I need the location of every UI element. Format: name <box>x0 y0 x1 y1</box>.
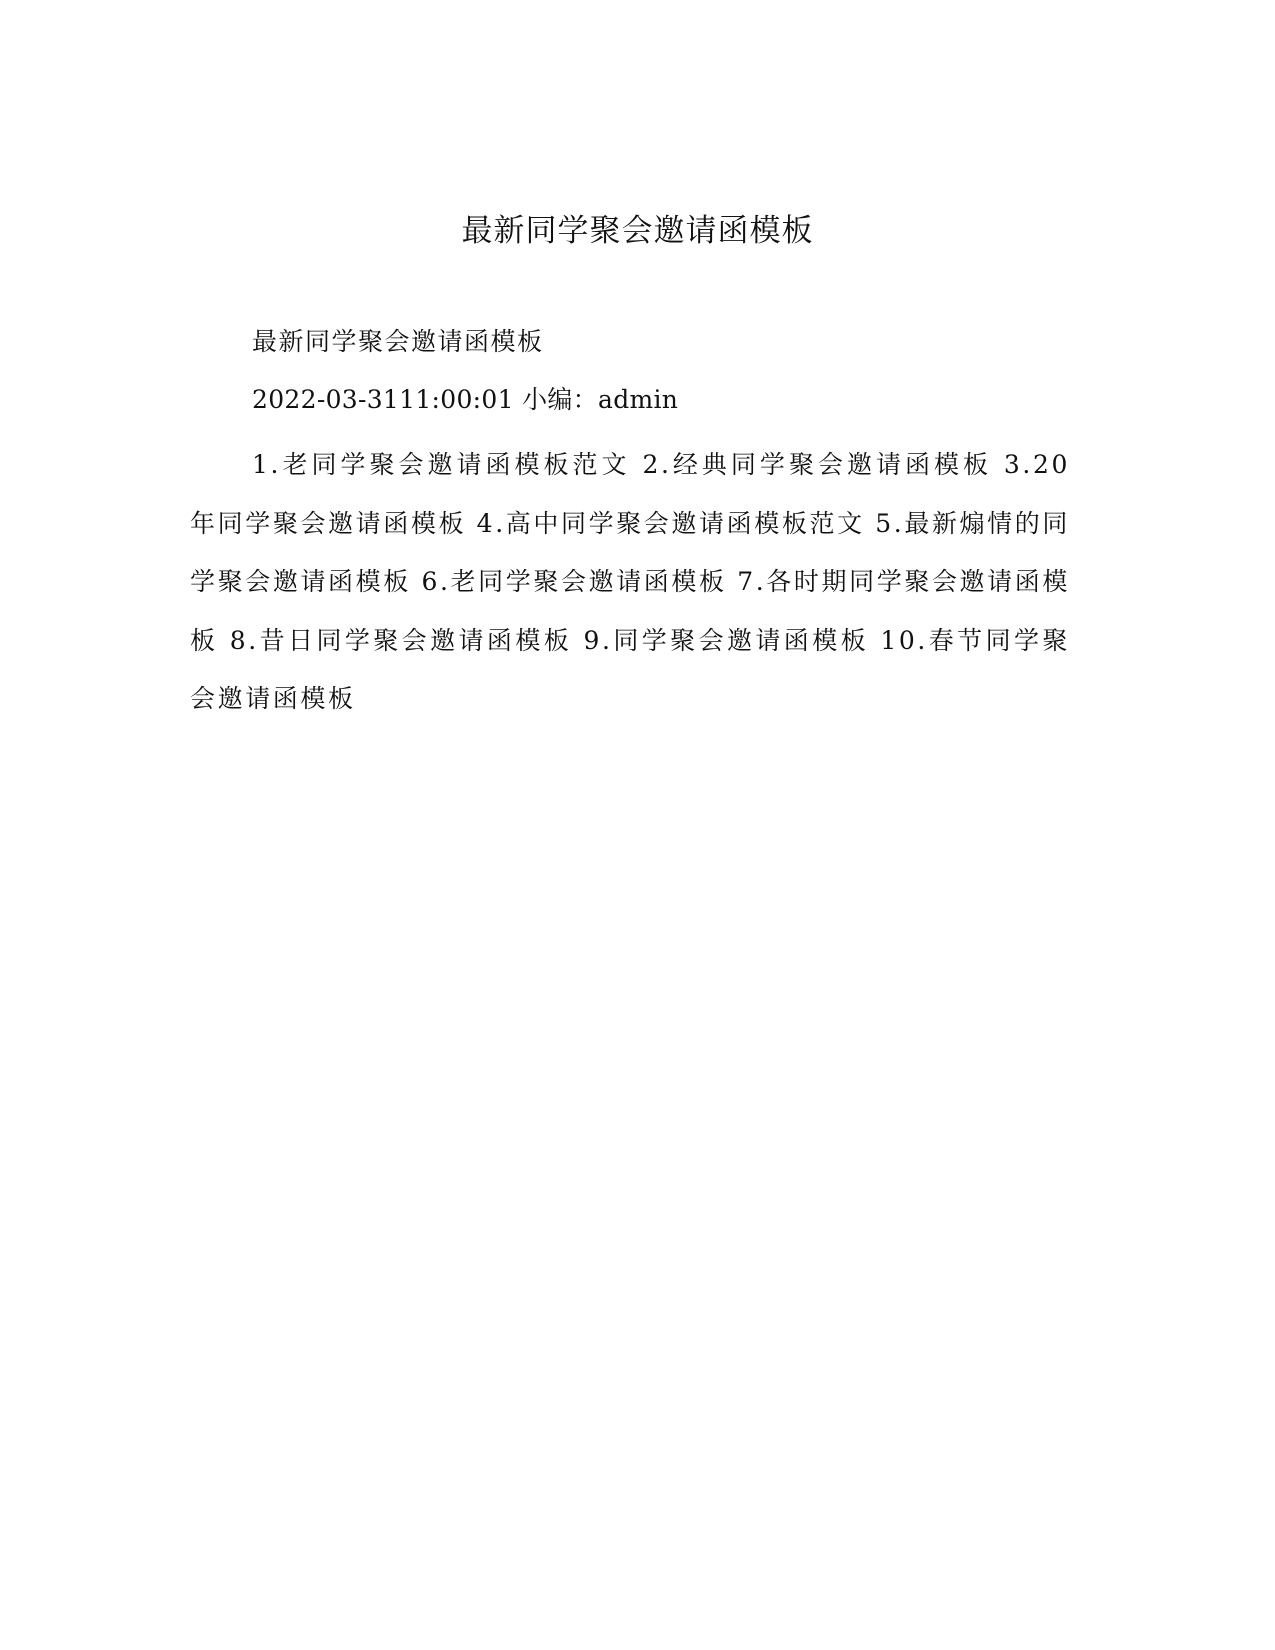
author-label: 小编： <box>522 385 598 414</box>
document-title: 最新同学聚会邀请函模板 <box>461 213 814 249</box>
author-name: admin <box>597 385 679 414</box>
publish-datetime: 2022-03-3111:00:01 <box>252 385 514 414</box>
template-list-paragraph: 1.老同学聚会邀请函模板范文 2.经典同学聚会邀请函模板 3.20 年同学聚会邀请函模板 4.高中同学聚会邀请函模板范文 5.最新煽情的同学聚会邀请函模板 6.老同学聚会邀请函模板 7.各时期同学聚会邀请函模板 8.昔日同学聚会邀请函模板 9.同学聚会邀请函模板 10.春节同学聚会邀请函模板 <box>190 450 1070 713</box>
document-subtitle: 最新同学聚会邀请函模板 <box>252 327 544 356</box>
document-meta <box>190 380 1070 416</box>
